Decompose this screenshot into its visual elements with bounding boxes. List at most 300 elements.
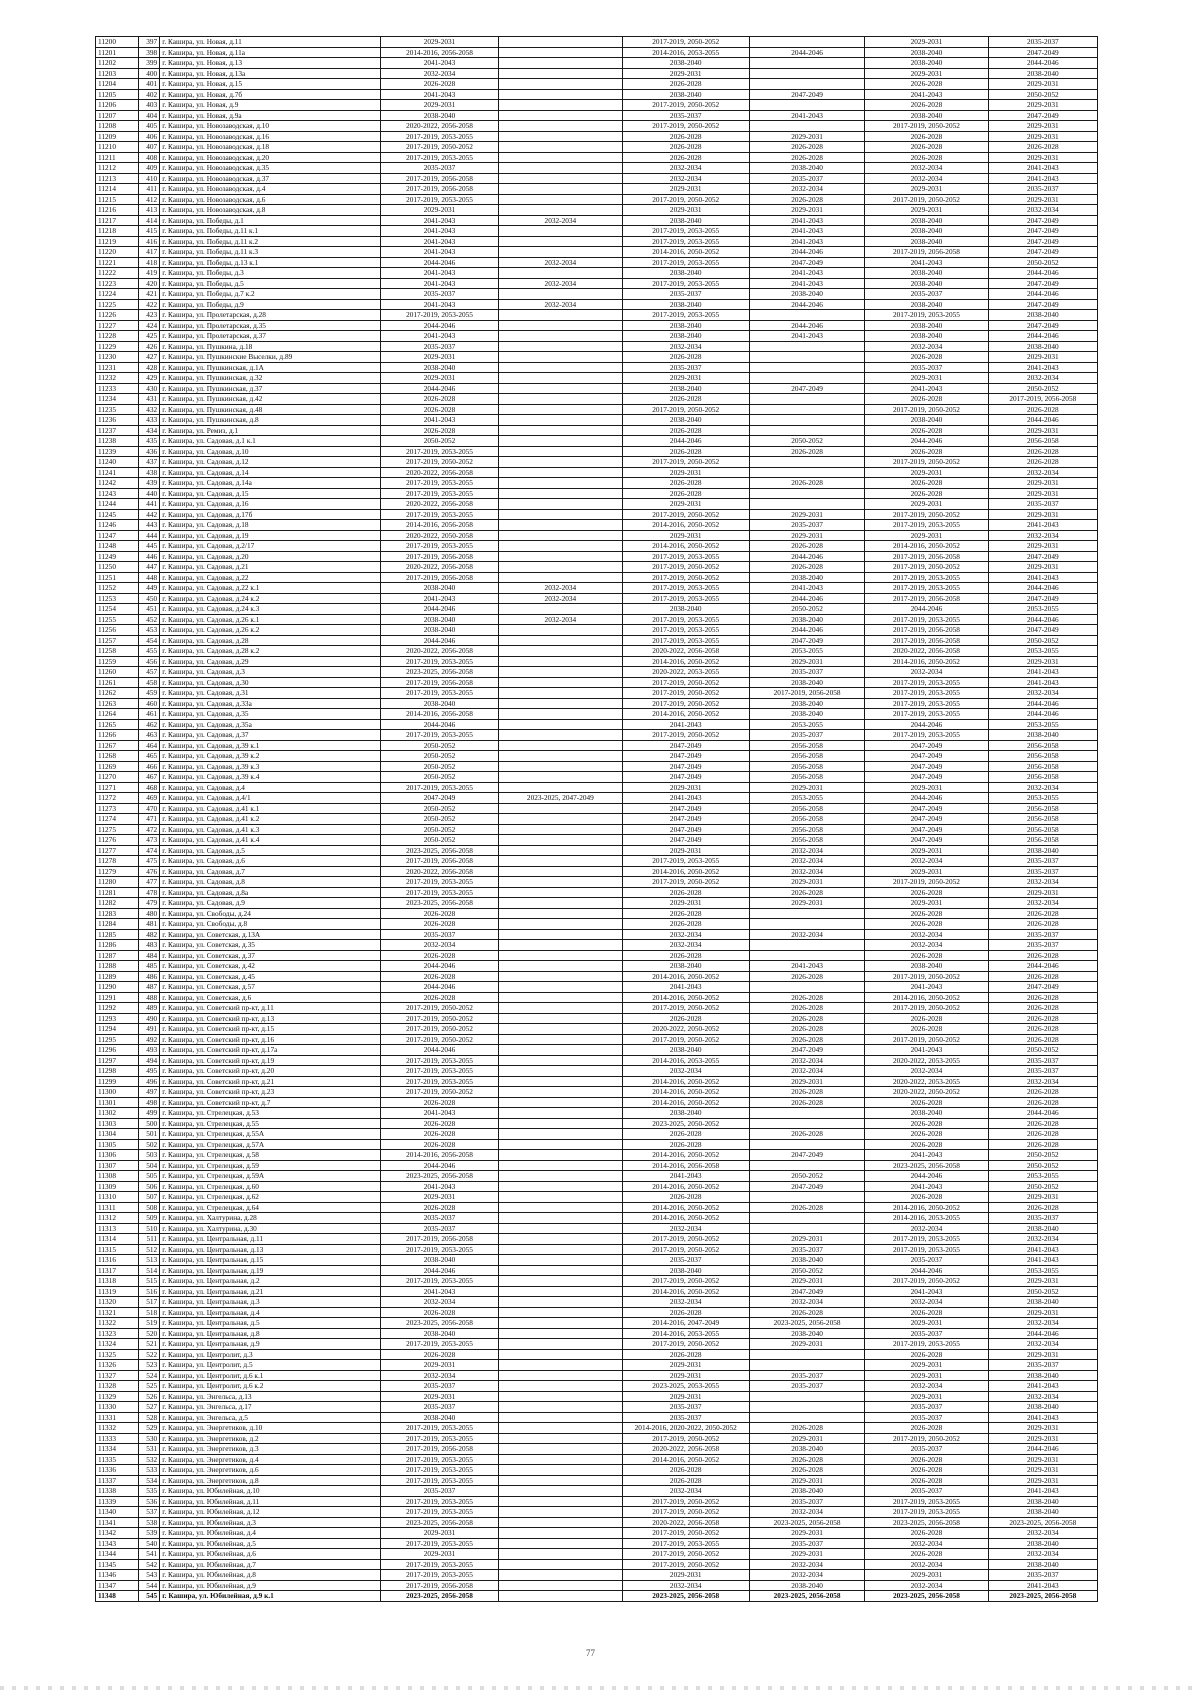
table-row xyxy=(96,1139,1098,1150)
table-cell: 2014-2016, 2050-2052 xyxy=(622,1286,749,1297)
table-row xyxy=(96,215,1098,226)
table-cell: 2035-2037 xyxy=(749,1538,864,1549)
table-cell: 2017-2019, 2050-2052 xyxy=(865,562,988,573)
table-cell: 2041-2043 xyxy=(749,110,864,121)
table-row xyxy=(96,751,1098,762)
table-cell xyxy=(499,142,622,153)
table-cell xyxy=(499,1265,622,1276)
table-cell: 2026-2028 xyxy=(865,1454,988,1465)
table-cell: 2026-2028 xyxy=(865,152,988,163)
table-cell: 2029-2031 xyxy=(988,194,1097,205)
table-row xyxy=(96,194,1098,205)
table-cell: 2041-2043 xyxy=(749,268,864,279)
table-cell: 11287 xyxy=(96,950,139,961)
table-row xyxy=(96,152,1098,163)
table-cell: 2026-2028 xyxy=(749,194,864,205)
table-cell: 2032-2034 xyxy=(622,929,749,940)
table-cell: 2026-2028 xyxy=(988,992,1097,1003)
table-cell: 2017-2019, 2050-2052 xyxy=(865,1433,988,1444)
table-cell: 2044-2046 xyxy=(380,1265,498,1276)
table-cell: 2023-2025, 2056-2058 xyxy=(749,1591,864,1602)
table-cell: г. Кашира, ул. Новая, д.15 xyxy=(160,79,381,90)
table-row xyxy=(96,814,1098,825)
table-cell: 2029-2031 xyxy=(865,1570,988,1581)
table-cell: 2014-2016, 2056-2058 xyxy=(380,1150,498,1161)
table-cell: 11217 xyxy=(96,215,139,226)
table-cell: 2026-2028 xyxy=(865,142,988,153)
table-cell xyxy=(499,131,622,142)
table-cell: 2026-2028 xyxy=(749,152,864,163)
table-cell: г. Кашира, ул. Халтурина, д.30 xyxy=(160,1223,381,1234)
table-cell: 2035-2037 xyxy=(988,1055,1097,1066)
table-cell: 2017-2019, 2053-2055 xyxy=(380,1570,498,1581)
table-row xyxy=(96,709,1098,720)
table-row xyxy=(96,1255,1098,1266)
table-cell: 11273 xyxy=(96,803,139,814)
table-cell: г. Кашира, ул. Новозаводская, д.10 xyxy=(160,121,381,132)
table-cell: 2020-2022, 2050-2058 xyxy=(380,530,498,541)
table-cell: 2038-2040 xyxy=(749,1580,864,1591)
table-cell: 2026-2028 xyxy=(749,1097,864,1108)
table-cell: 2035-2037 xyxy=(988,1570,1097,1581)
table-cell: 11214 xyxy=(96,184,139,195)
table-cell: г. Кашира, ул. Победы, д.1 xyxy=(160,215,381,226)
table-cell: 409 xyxy=(139,163,160,174)
table-cell: 2038-2040 xyxy=(749,1444,864,1455)
table-cell: 2035-2037 xyxy=(749,1496,864,1507)
table-cell: 2017-2019, 2053-2055 xyxy=(380,1496,498,1507)
table-cell: 2047-2049 xyxy=(749,635,864,646)
table-cell: 2053-2055 xyxy=(749,719,864,730)
table-cell: г. Кашира, ул. Садовая, д.39 к.3 xyxy=(160,761,381,772)
table-cell: г. Кашира, ул. Садовая, д.8 xyxy=(160,877,381,888)
table-cell: г. Кашира, ул. Пролетарская, д.28 xyxy=(160,310,381,321)
table-row xyxy=(96,1402,1098,1413)
table-cell: 2047-2049 xyxy=(988,982,1097,993)
table-cell: 2017-2019, 2050-2052 xyxy=(622,1034,749,1045)
table-cell: г. Кашира, ул. Юбилейная, д.12 xyxy=(160,1507,381,1518)
table-cell: г. Кашира, ул. Победы, д.11 к.1 xyxy=(160,226,381,237)
table-cell: 2038-2040 xyxy=(622,604,749,615)
table-cell: 2035-2037 xyxy=(865,1402,988,1413)
table-cell: 2041-2043 xyxy=(380,236,498,247)
table-cell: 2050-2052 xyxy=(749,1265,864,1276)
table-cell: 2029-2031 xyxy=(380,205,498,216)
table-cell: 2023-2025, 2056-2058 xyxy=(865,1517,988,1528)
table-cell: 2023-2025, 2056-2058 xyxy=(380,667,498,678)
table-cell: г. Кашира, ул. Садовая, д.22 xyxy=(160,572,381,583)
table-cell xyxy=(499,1318,622,1329)
table-cell xyxy=(499,184,622,195)
table-cell: 2026-2028 xyxy=(865,79,988,90)
table-cell: 11282 xyxy=(96,898,139,909)
table-cell xyxy=(749,425,864,436)
table-cell: 447 xyxy=(139,562,160,573)
table-cell xyxy=(499,730,622,741)
table-cell: 2017-2019, 2050-2052 xyxy=(622,562,749,573)
table-row xyxy=(96,1045,1098,1056)
table-row xyxy=(96,1118,1098,1129)
table-row xyxy=(96,310,1098,321)
table-cell: 471 xyxy=(139,814,160,825)
table-cell: 11259 xyxy=(96,656,139,667)
table-cell: 2041-2043 xyxy=(749,215,864,226)
table-cell xyxy=(749,1402,864,1413)
table-cell: 2035-2037 xyxy=(622,289,749,300)
table-cell: 2044-2046 xyxy=(380,982,498,993)
table-cell: 2017-2019, 2053-2055 xyxy=(380,152,498,163)
table-cell: 11315 xyxy=(96,1244,139,1255)
table-cell: г. Кашира, ул. Центральная, д.15 xyxy=(160,1255,381,1266)
table-cell xyxy=(499,940,622,951)
table-cell: 2032-2034 xyxy=(988,373,1097,384)
table-cell: 2038-2040 xyxy=(749,1328,864,1339)
table-cell xyxy=(499,1087,622,1098)
table-cell: 2017-2019, 2053-2055 xyxy=(865,572,988,583)
table-cell: 11278 xyxy=(96,856,139,867)
table-cell: 400 xyxy=(139,68,160,79)
table-row xyxy=(96,247,1098,258)
table-row xyxy=(96,373,1098,384)
table-cell: г. Кашира, ул. Советский пр-кт, д.7 xyxy=(160,1097,381,1108)
table-cell: 2029-2031 xyxy=(380,100,498,111)
table-cell: 2014-2016, 2053-2055 xyxy=(622,47,749,58)
table-cell: 2032-2034 xyxy=(749,1055,864,1066)
table-cell: 2032-2034 xyxy=(749,1570,864,1581)
table-cell: 2023-2025, 2056-2058 xyxy=(749,1318,864,1329)
table-cell: 2026-2028 xyxy=(865,887,988,898)
table-cell: 494 xyxy=(139,1055,160,1066)
table-cell: 2032-2034 xyxy=(988,1318,1097,1329)
table-cell: 11226 xyxy=(96,310,139,321)
table-cell: 2047-2049 xyxy=(865,751,988,762)
table-row xyxy=(96,688,1098,699)
table-cell: 2017-2019, 2050-2052 xyxy=(622,100,749,111)
table-cell: 11239 xyxy=(96,446,139,457)
table-cell: 2041-2043 xyxy=(380,593,498,604)
table-cell: 2014-2016, 2056-2058 xyxy=(380,709,498,720)
table-cell: г. Кашира, ул. Садовая, д.5 xyxy=(160,845,381,856)
table-cell: 2017-2019, 2053-2055 xyxy=(380,1423,498,1434)
table-cell: 481 xyxy=(139,919,160,930)
table-cell: г. Кашира, ул. Энергетиков, д.2 xyxy=(160,1433,381,1444)
table-row xyxy=(96,1024,1098,1035)
table-cell: 2041-2043 xyxy=(865,89,988,100)
table-cell xyxy=(499,677,622,688)
table-cell: 11285 xyxy=(96,929,139,940)
table-cell: 2038-2040 xyxy=(865,415,988,426)
table-cell: 2044-2046 xyxy=(865,436,988,447)
table-cell xyxy=(499,898,622,909)
table-cell: 2044-2046 xyxy=(865,719,988,730)
table-cell: г. Кашира, ул. Садовая, д.17б xyxy=(160,509,381,520)
table-cell: 2017-2019, 2050-2052 xyxy=(622,1433,749,1444)
table-cell: 2017-2019, 2056-2058 xyxy=(865,625,988,636)
table-cell: 2017-2019, 2050-2052 xyxy=(622,404,749,415)
table-cell: 2029-2031 xyxy=(865,1360,988,1371)
table-cell xyxy=(499,1328,622,1339)
table-cell: 2032-2034 xyxy=(749,1507,864,1518)
table-cell: 2053-2055 xyxy=(749,646,864,657)
table-cell: 11316 xyxy=(96,1255,139,1266)
table-cell xyxy=(749,341,864,352)
table-cell: 2035-2037 xyxy=(749,173,864,184)
table-cell: 2029-2031 xyxy=(622,467,749,478)
table-cell: 11206 xyxy=(96,100,139,111)
table-cell: 11295 xyxy=(96,1034,139,1045)
table-cell: 2026-2028 xyxy=(988,1097,1097,1108)
table-cell: 2056-2058 xyxy=(749,772,864,783)
table-cell: 2032-2034 xyxy=(499,299,622,310)
table-cell: 11326 xyxy=(96,1360,139,1371)
table-cell: 2023-2025, 2056-2058 xyxy=(380,1318,498,1329)
table-cell: 2032-2034 xyxy=(622,940,749,951)
table-cell: г. Кашира, ул. Победы, д.13 к.1 xyxy=(160,257,381,268)
table-cell: 2038-2040 xyxy=(622,58,749,69)
table-cell: 2014-2016, 2053-2055 xyxy=(622,1328,749,1339)
table-cell: 2041-2043 xyxy=(380,268,498,279)
table-cell xyxy=(499,373,622,384)
table-cell: г. Кашира, ул. Новая, д.9 xyxy=(160,100,381,111)
table-cell: 402 xyxy=(139,89,160,100)
table-cell: 404 xyxy=(139,110,160,121)
table-cell: г. Кашира, ул. Садовая, д.39 к.2 xyxy=(160,751,381,762)
table-cell: 2053-2055 xyxy=(988,719,1097,730)
table-cell xyxy=(499,236,622,247)
table-cell: г. Кашира, ул. Победы, д.9 xyxy=(160,299,381,310)
table-cell: 2026-2028 xyxy=(749,1454,864,1465)
table-row xyxy=(96,929,1098,940)
table-row xyxy=(96,730,1098,741)
table-cell xyxy=(749,373,864,384)
table-cell xyxy=(499,1034,622,1045)
table-cell: 11201 xyxy=(96,47,139,58)
table-cell: 2014-2016, 2050-2052 xyxy=(865,541,988,552)
table-cell: 2038-2040 xyxy=(865,58,988,69)
table-cell: г. Кашира, ул. Садовая, д.20 xyxy=(160,551,381,562)
table-cell: 2041-2043 xyxy=(749,583,864,594)
table-cell: 2029-2031 xyxy=(380,1528,498,1539)
table-cell: 2032-2034 xyxy=(380,68,498,79)
table-cell: 438 xyxy=(139,467,160,478)
table-cell: 541 xyxy=(139,1549,160,1560)
table-cell: 2014-2016, 2053-2055 xyxy=(865,1213,988,1224)
table-cell: 11317 xyxy=(96,1265,139,1276)
table-cell: 2017-2019, 2050-2052 xyxy=(865,1276,988,1287)
table-row xyxy=(96,1475,1098,1486)
table-cell: 2017-2019, 2053-2055 xyxy=(865,310,988,321)
table-cell: 11338 xyxy=(96,1486,139,1497)
table-cell: г. Кашира, ул. Энгельса, д.17 xyxy=(160,1402,381,1413)
table-cell xyxy=(499,1486,622,1497)
table-cell: 2017-2019, 2053-2055 xyxy=(865,1244,988,1255)
table-cell: 420 xyxy=(139,278,160,289)
table-cell: 2041-2043 xyxy=(988,1244,1097,1255)
table-cell xyxy=(499,58,622,69)
table-cell: 2017-2019, 2053-2055 xyxy=(380,887,498,898)
table-cell: 2026-2028 xyxy=(380,919,498,930)
table-row xyxy=(96,1244,1098,1255)
table-cell: 2029-2031 xyxy=(622,499,749,510)
table-cell: 2026-2028 xyxy=(749,971,864,982)
table-cell: 2017-2019, 2053-2055 xyxy=(380,877,498,888)
table-cell: 2029-2031 xyxy=(988,887,1097,898)
table-cell: г. Кашира, ул. Стрелецкая, д.55А xyxy=(160,1129,381,1140)
table-cell: 2044-2046 xyxy=(380,1045,498,1056)
table-cell: 2017-2019, 2056-2058 xyxy=(988,394,1097,405)
table-cell xyxy=(499,457,622,468)
table-cell: 2014-2016, 2056-2058 xyxy=(380,520,498,531)
table-row xyxy=(96,404,1098,415)
table-cell: 403 xyxy=(139,100,160,111)
table-cell: 2017-2019, 2056-2058 xyxy=(865,593,988,604)
table-cell: 461 xyxy=(139,709,160,720)
table-cell: 2029-2031 xyxy=(749,1076,864,1087)
table-cell: г. Кашира, ул. Пушкинская, д.8 xyxy=(160,415,381,426)
table-row xyxy=(96,1223,1098,1234)
table-row xyxy=(96,1339,1098,1350)
table-cell: 2044-2046 xyxy=(865,604,988,615)
table-cell: 2041-2043 xyxy=(865,383,988,394)
table-cell xyxy=(749,908,864,919)
table-cell: 2035-2037 xyxy=(865,1486,988,1497)
table-cell: г. Кашира, ул. Стрелецкая, д.59 xyxy=(160,1160,381,1171)
table-cell: 2026-2028 xyxy=(749,1129,864,1140)
table-cell xyxy=(749,1213,864,1224)
table-cell: г. Кашира, ул. Победы, д.11 к.3 xyxy=(160,247,381,258)
table-row xyxy=(96,383,1098,394)
table-cell: 11299 xyxy=(96,1076,139,1087)
table-cell: г. Кашира, ул. Стрелецкая, д.53 xyxy=(160,1108,381,1119)
table-cell: 2032-2034 xyxy=(865,667,988,678)
table-cell xyxy=(499,782,622,793)
table-cell: 2032-2034 xyxy=(988,877,1097,888)
table-cell: г. Кашира, ул. Юбилейная, д.4 xyxy=(160,1528,381,1539)
table-cell: 2035-2037 xyxy=(380,1402,498,1413)
table-cell: г. Кашира, ул. Энергетиков, д.8 xyxy=(160,1475,381,1486)
table-cell: 2044-2046 xyxy=(749,299,864,310)
table-cell: 2017-2019, 2053-2055 xyxy=(380,1475,498,1486)
table-cell xyxy=(499,1286,622,1297)
table-cell: г. Кашира, ул. Стрелецкая, д.55 xyxy=(160,1118,381,1129)
table-cell: 456 xyxy=(139,656,160,667)
table-cell: 478 xyxy=(139,887,160,898)
table-cell: 2035-2037 xyxy=(622,1402,749,1413)
table-cell: 2029-2031 xyxy=(622,373,749,384)
table-cell xyxy=(749,1139,864,1150)
table-cell: 2017-2019, 2053-2055 xyxy=(380,478,498,489)
table-cell: 2017-2019, 2053-2055 xyxy=(380,541,498,552)
table-cell: 2029-2031 xyxy=(622,1360,749,1371)
table-cell: 469 xyxy=(139,793,160,804)
table-cell xyxy=(499,1076,622,1087)
table-cell: 2023-2025, 2056-2058 xyxy=(380,845,498,856)
table-cell: 2017-2019, 2053-2055 xyxy=(865,1234,988,1245)
table-cell: 2035-2037 xyxy=(380,1381,498,1392)
table-cell: 2029-2031 xyxy=(380,1360,498,1371)
table-cell: 2029-2031 xyxy=(988,1475,1097,1486)
table-cell xyxy=(499,173,622,184)
table-cell xyxy=(499,520,622,531)
table-cell: 2023-2025, 2056-2058 xyxy=(380,1171,498,1182)
table-body xyxy=(96,37,1098,1602)
table-cell: 11243 xyxy=(96,488,139,499)
table-cell: 11305 xyxy=(96,1139,139,1150)
table-row xyxy=(96,121,1098,132)
table-cell: 2044-2046 xyxy=(749,320,864,331)
table-cell: г. Кашира, ул. Садовая, д.35а xyxy=(160,719,381,730)
table-cell: 486 xyxy=(139,971,160,982)
table-cell: 2044-2046 xyxy=(380,383,498,394)
table-cell: 11286 xyxy=(96,940,139,951)
table-cell: 2032-2034 xyxy=(380,1297,498,1308)
table-cell: 11284 xyxy=(96,919,139,930)
table-cell xyxy=(499,100,622,111)
table-cell: г. Кашира, ул. Юбилейная, д.6 xyxy=(160,1549,381,1560)
table-row xyxy=(96,142,1098,153)
table-cell: 466 xyxy=(139,761,160,772)
table-cell: 2014-2016, 2050-2052 xyxy=(622,1454,749,1465)
table-cell: 2050-2052 xyxy=(988,1286,1097,1297)
table-cell: 2026-2028 xyxy=(622,887,749,898)
table-cell: г. Кашира, ул. Стрелецкая, д.57А xyxy=(160,1139,381,1150)
table-cell: 412 xyxy=(139,194,160,205)
table-cell: 2047-2049 xyxy=(622,835,749,846)
table-cell: 2038-2040 xyxy=(380,362,498,373)
table-cell: 2026-2028 xyxy=(988,404,1097,415)
table-cell: 2032-2034 xyxy=(988,530,1097,541)
table-cell: 2017-2019, 2053-2055 xyxy=(622,635,749,646)
table-cell: 2026-2028 xyxy=(622,950,749,961)
table-cell: 485 xyxy=(139,961,160,972)
table-cell: 2053-2055 xyxy=(988,604,1097,615)
table-cell: 2026-2028 xyxy=(622,131,749,142)
table-cell: 11210 xyxy=(96,142,139,153)
table-cell: 11208 xyxy=(96,121,139,132)
table-cell: 2044-2046 xyxy=(865,1171,988,1182)
table-cell: 2017-2019, 2050-2052 xyxy=(622,1234,749,1245)
table-cell: 2026-2028 xyxy=(380,1097,498,1108)
table-cell: 2035-2037 xyxy=(622,110,749,121)
table-cell: 2029-2031 xyxy=(988,1423,1097,1434)
table-cell xyxy=(749,100,864,111)
table-cell: г. Кашира, ул. Садовая, д.4/1 xyxy=(160,793,381,804)
table-cell: 2026-2028 xyxy=(988,1202,1097,1213)
table-cell: 2029-2031 xyxy=(749,131,864,142)
table-cell: 11320 xyxy=(96,1297,139,1308)
table-cell: 2026-2028 xyxy=(380,1139,498,1150)
table-cell: 2017-2019, 2050-2052 xyxy=(865,194,988,205)
table-cell: 2014-2016, 2050-2052 xyxy=(622,1076,749,1087)
table-cell: 2029-2031 xyxy=(988,1349,1097,1360)
table-cell: г. Кашира, ул. Садовая, д.31 xyxy=(160,688,381,699)
table-cell: 2032-2034 xyxy=(499,583,622,594)
table-cell xyxy=(749,121,864,132)
table-cell: 501 xyxy=(139,1129,160,1140)
table-cell: 2017-2019, 2053-2055 xyxy=(380,446,498,457)
table-cell: 2047-2049 xyxy=(988,278,1097,289)
table-cell xyxy=(499,1192,622,1203)
table-cell: 2044-2046 xyxy=(988,698,1097,709)
table-row xyxy=(96,541,1098,552)
table-row xyxy=(96,1066,1098,1077)
table-cell xyxy=(499,530,622,541)
table-cell: 424 xyxy=(139,320,160,331)
table-cell: 2029-2031 xyxy=(749,898,864,909)
table-cell: 2035-2037 xyxy=(380,1486,498,1497)
table-cell: 11347 xyxy=(96,1580,139,1591)
table-cell: 2041-2043 xyxy=(749,278,864,289)
